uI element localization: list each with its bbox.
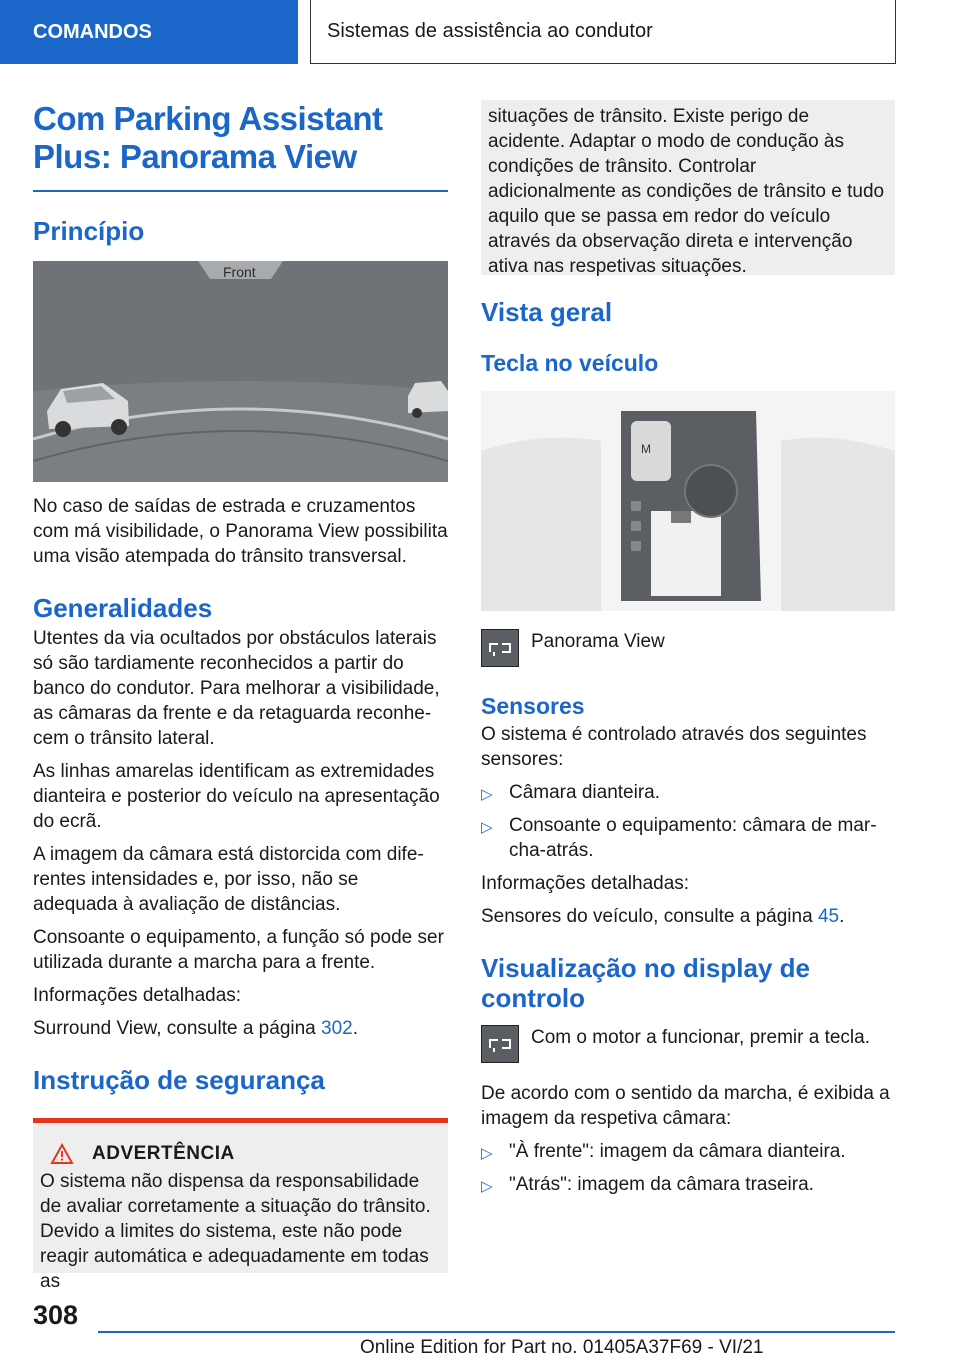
bullet-triangle-icon: ▷	[481, 819, 493, 836]
heading-sensores: Sensores	[481, 693, 585, 719]
left-column	[33, 100, 448, 1292]
visualizacao-list	[481, 1139, 895, 1197]
section-title: Sistemas de assistência ao condutor	[310, 0, 896, 64]
footer-rule	[98, 1331, 895, 1333]
list-item: ▷ Consoante o equipamento: câmara de marcha-atrás.	[481, 815, 877, 861]
sensores-info: Informações detalhadas:	[481, 873, 690, 894]
page-number: 308	[33, 1300, 79, 1330]
list-item: ▷ "À frente": imagem da câmara dianteira.	[481, 1139, 895, 1164]
center-console-illustration	[481, 391, 895, 611]
sensores-intro: O sistema é controlado através dos seguintes sensores:	[481, 724, 867, 770]
ref-period: .	[839, 906, 845, 927]
panorama-view-button-icon[interactable]	[481, 629, 519, 667]
warning-box	[33, 1118, 448, 1292]
generalidades-p5: Informações detalhadas:	[33, 985, 242, 1006]
generalidades-p3: A imagem da câmara está distorcida com diferentes intensidades e, por isso, não se adequada à avaliação de distâncias.	[33, 844, 424, 915]
panorama-camera-illustration	[33, 261, 448, 482]
panorama-view-button-icon[interactable]	[481, 1025, 519, 1063]
panorama-view-label: Panorama View	[531, 631, 665, 652]
chapter-tab[interactable]: COMANDOS	[0, 0, 298, 64]
warning-text-continued: situações de trânsito. Existe perigo de acidente. Adaptar o modo de condução às condições de trânsito. Controlar adicionalmente as condições de trânsito e tudo aquilo que se passa em redor do veículo através da observação direta e intervenção ativa nas respetivas situações.	[488, 106, 885, 277]
panorama-camera-image	[33, 261, 448, 482]
page-link-302[interactable]: 302	[321, 1018, 353, 1039]
ref-text: Surround View, consulte a página	[33, 1018, 322, 1039]
principio-text: No caso de saídas de estrada e cruzamentos com má visibilidade, o Panorama View possibilita uma visão atempada do trânsito transversal.	[33, 496, 448, 567]
heading-generalidades: Generalidades	[33, 593, 213, 623]
heading-seguranca: Instrução de segurança	[33, 1065, 325, 1095]
page-title: Com Parking Assistant Plus: Panorama View	[33, 100, 383, 175]
right-column	[481, 100, 895, 1197]
list-item: ▷ "Atrás": imagem da câmara traseira.	[481, 1172, 895, 1197]
generalidades-p2: As linhas amarelas identificam as extremidades dianteira e posterior do veículo na apresentação do ecrã.	[33, 761, 440, 832]
heading-vista-geral: Vista geral	[481, 297, 613, 327]
visualizacao-p1: De acordo com o sentido da marcha, é exibida a imagem da respetiva câmara:	[481, 1083, 890, 1129]
generalidades-p4: Consoante o equipamento, a função só pode ser utilizada durante a marcha para a frente.	[33, 927, 444, 973]
sensores-ref	[481, 904, 895, 929]
visualizacao-step: Com o motor a funcionar, premir a tecla.	[531, 1027, 870, 1048]
sensores-list	[481, 780, 895, 863]
warning-triangle-icon	[50, 1143, 74, 1165]
page-link-45[interactable]: 45	[817, 906, 840, 927]
bullet-triangle-icon: ▷	[481, 786, 493, 803]
warning-box-continued	[481, 100, 895, 275]
front-label: Front	[223, 264, 256, 280]
panorama-view-button-row	[481, 629, 895, 667]
list-item: ▷ Câmara dianteira.	[481, 780, 895, 805]
svg-text:M: M	[641, 442, 651, 456]
ref-period: .	[352, 1018, 358, 1039]
warning-text: O sistema não dispensa da responsabilidade de avaliar corretamente a situação do trânsito. Devido a limites do sistema, este não pode reagir automática e adequadamente em todas as	[40, 1171, 431, 1292]
warning-title: ADVERTÊNCIA	[92, 1143, 235, 1164]
visualizacao-step-row	[481, 1025, 895, 1063]
bullet-triangle-icon: ▷	[481, 1178, 493, 1195]
bullet-triangle-icon: ▷	[481, 1145, 493, 1162]
heading-tecla: Tecla no veículo	[481, 350, 659, 376]
heading-principio: Princípio	[33, 216, 145, 246]
console-image	[481, 391, 895, 611]
generalidades-p6	[33, 1016, 448, 1041]
title-rule	[33, 190, 448, 192]
generalidades-p1: Utentes da via ocultados por obstáculos laterais só são tardiamente reconhecidos a partir do banco do condutor. Para melhorar a visibilidade, as câmaras da frente e da retaguarda reconhecem o trânsito lateral.	[33, 628, 440, 749]
heading-visualizacao: Visualização no display de controlo	[481, 953, 810, 1013]
footer-edition: Online Edition for Part no. 01405A37F69 - VI/21	[360, 1337, 764, 1358]
ref-text: Sensores do veículo, consulte a página	[481, 906, 818, 927]
